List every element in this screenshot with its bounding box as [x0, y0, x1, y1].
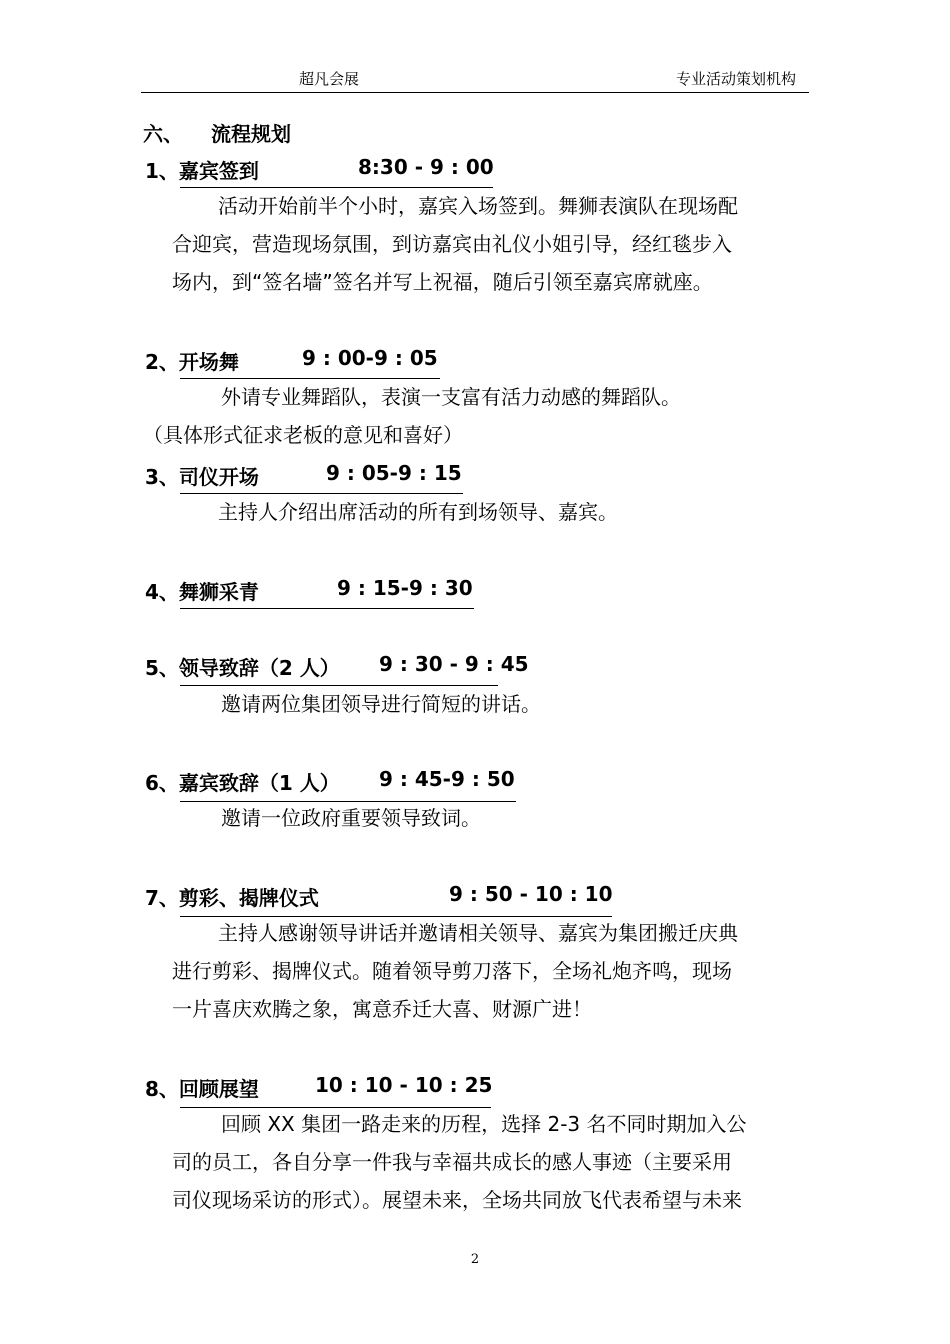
- item-7-number: 7、: [145, 886, 179, 910]
- item-6-title: 嘉宾致辞（1 人）: [178, 771, 340, 795]
- item-8-para-line-3: 司仪现场采访的形式）。展望未来，全场共同放飞代表希望与未来: [172, 1188, 742, 1212]
- item-7-title: 剪彩、揭牌仪式: [178, 886, 319, 910]
- item-1-number: 1、: [145, 159, 179, 183]
- section-number: 六、: [143, 122, 183, 146]
- item-2-time: 9 : 00-9 : 05: [302, 346, 438, 370]
- item-1-time: 8:30 - 9 : 00: [358, 155, 494, 179]
- item-7-para-line-3: 一片喜庆欢腾之象，寓意乔迁大喜、财源广进！: [172, 997, 592, 1021]
- item-1-para-line-1: 活动开始前半个小时，嘉宾入场签到。舞狮表演队在现场配: [218, 194, 738, 218]
- item-8-title: 回顾展望: [178, 1077, 259, 1101]
- item-2-heading: [145, 346, 239, 378]
- page-number: 2: [470, 1252, 480, 1267]
- item-1-para-line-3: 场内，到“签名墙”签名并写上祝福，随后引领至嘉宾席就座。: [172, 270, 713, 294]
- header-rule: [141, 92, 809, 93]
- item-4-time: 9 : 15-9 : 30: [337, 576, 473, 600]
- item-2-title: 开场舞: [178, 350, 239, 374]
- item-7-heading: [145, 882, 319, 914]
- item-2-para-line-1: 外请专业舞蹈队，表演一支富有活力动感的舞蹈队。: [221, 385, 681, 409]
- item-3-number: 3、: [145, 465, 179, 489]
- item-8-time: 10 : 10 - 10 : 25: [315, 1073, 493, 1097]
- item-4-number: 4、: [145, 580, 179, 604]
- item-6-para-line-1: 邀请一位政府重要领导致词。: [221, 806, 481, 830]
- item-1-title: 嘉宾签到: [178, 159, 259, 183]
- item-5-para-line-1: 邀请两位集团领导进行简短的讲话。: [221, 692, 541, 716]
- item-2-number: 2、: [145, 350, 179, 374]
- item-8-number: 8、: [145, 1077, 179, 1101]
- item-6-heading: [145, 767, 340, 799]
- item-2-note: （具体形式征求老板的意见和喜好）: [143, 423, 463, 447]
- item-1-heading: [145, 155, 259, 187]
- item-8-para-line-1: 回顾 XX 集团一路走来的历程，选择 2-3 名不同时期加入公: [221, 1112, 747, 1136]
- item-7-para-line-1: 主持人感谢领导讲话并邀请相关领导、嘉宾为集团搬迁庆典: [218, 921, 738, 945]
- item-3-heading: [145, 461, 259, 493]
- item-1-para-line-2: 合迎宾，营造现场氛围，到访嘉宾由礼仪小姐引导，经红毯步入: [172, 232, 732, 256]
- item-3-time: 9 : 05-9 : 15: [326, 461, 462, 485]
- item-7-time: 9 : 50 - 10 : 10: [449, 882, 613, 906]
- section-title: 流程规划: [211, 122, 291, 146]
- item-4-title: 舞狮采青: [178, 580, 259, 604]
- item-5-title: 领导致辞（2 人）: [178, 656, 340, 680]
- item-3-title: 司仪开场: [178, 465, 259, 489]
- item-6-number: 6、: [145, 771, 179, 795]
- item-8-heading: [145, 1073, 259, 1105]
- item-3-para-line-1: 主持人介绍出席活动的所有到场领导、嘉宾。: [218, 500, 618, 524]
- item-6-time: 9 : 45-9 : 50: [379, 767, 515, 791]
- item-4-underline: [180, 608, 474, 609]
- header-right-text: 专业活动策划机构: [676, 70, 797, 88]
- item-7-para-line-2: 进行剪彩、揭牌仪式。随着领导剪刀落下，全场礼炮齐鸣，现场: [172, 959, 732, 983]
- item-5-time: 9 : 30 - 9 : 45: [379, 652, 529, 676]
- item-5-heading: [145, 652, 340, 684]
- section-heading: [143, 118, 291, 147]
- item-8-para-line-2: 司的员工，各自分享一件我与幸福共成长的感人事迹（主要采用: [172, 1150, 732, 1174]
- header-left-text: 超凡会展: [299, 70, 360, 88]
- item-5-number: 5、: [145, 656, 179, 680]
- item-4-heading: [145, 576, 259, 608]
